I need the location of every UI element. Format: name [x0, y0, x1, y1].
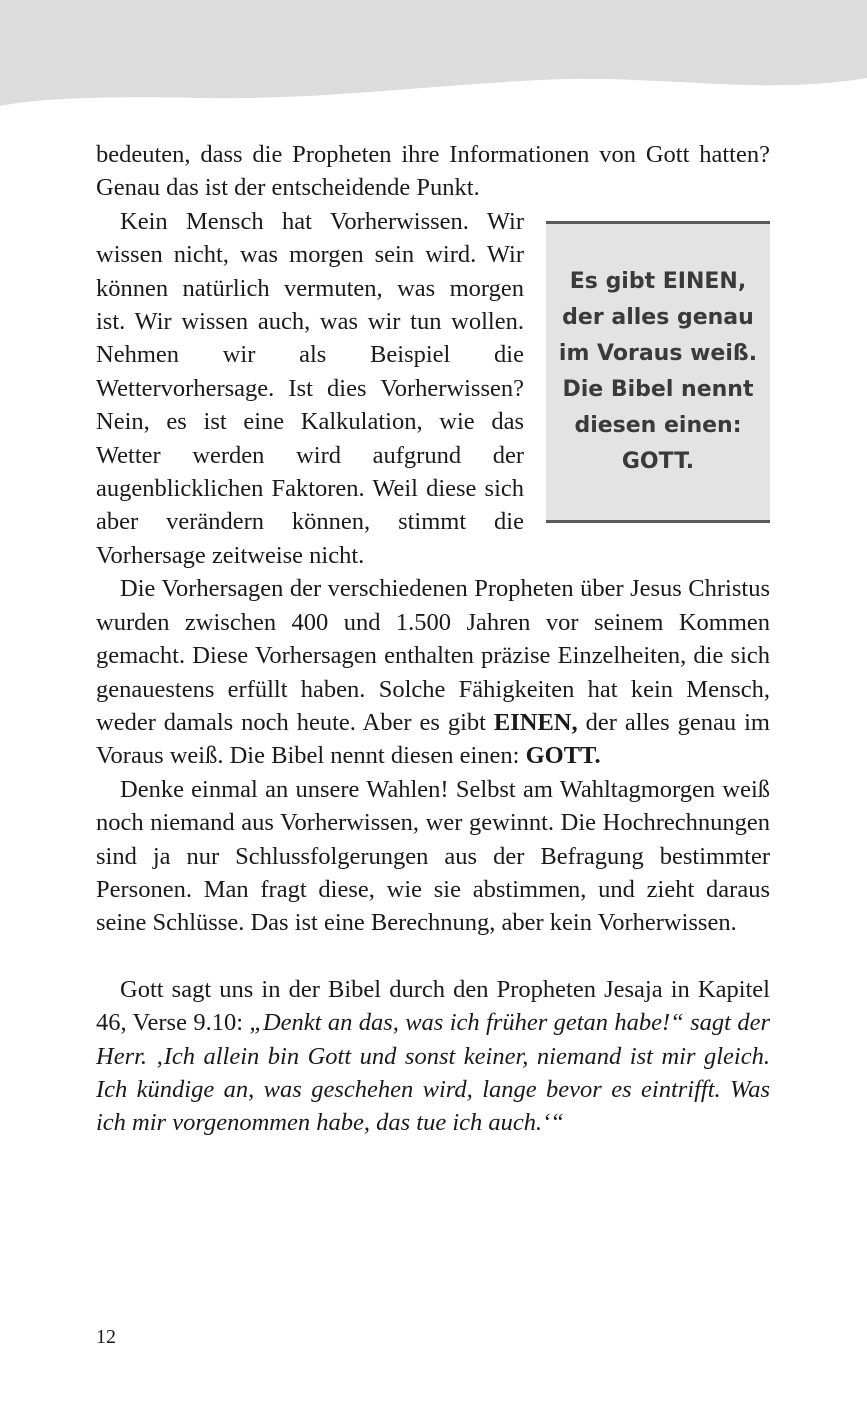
pull-quote-line: der alles genau: [562, 304, 754, 330]
bible-quote: „Denkt an das, was ich früher getan habe!“ sagt der Herr. ‚Ich allein bin Gott und sonst keiner, niemand ist mir gleich. Ich kündige an, was geschehen wird, lange bevor es eintrifft. Was ich mir vorgenommen habe, das tue ich auch.‘“: [96, 1009, 770, 1137]
header-wave-band: [0, 0, 867, 120]
article-body: [96, 138, 770, 1140]
paragraph-vorhersagen: [96, 572, 770, 772]
paragraph-text: Die Vorhersagen der verschiedenen Propheten über Jesus Christus wurden zwischen 400 und 1.500 Jahren vor seinem Kommen gemacht. Diese Vorhersagen enthalten präzise Einzelheiten, die sich genauestens erfüllt haben. Solche Fähigkeiten hat kein Mensch, weder damals noch heute. Aber es gibt: [96, 575, 770, 736]
emphasis-einen: EINEN,: [493, 708, 578, 736]
header-wave-shape: [0, 0, 867, 106]
page-number: 12: [96, 1326, 116, 1348]
paragraph-jesaja: [96, 973, 770, 1140]
pull-quote-line: GOTT.: [621, 448, 695, 474]
paragraph-text: der alles genau im Voraus weiß. Die Bibel nennt diesen einen:: [96, 708, 770, 770]
pull-quote-text: [549, 264, 767, 480]
paragraph-wahlen: Denke einmal an unsere Wahlen! Selbst am Wahltagmorgen weiß noch niemand aus Vorherwissen, wer gewinnt. Die Hochrechnungen sind ja nur Schlussfolgerungen aus der Befragung bestimmter Personen. Man fragt diese, wie sie abstimmen, und zieht daraus seine Schlüsse. Das ist eine Berechnung, aber kein Vorherwissen.: [96, 775, 770, 937]
paragraph-text: Kein Mensch hat Vorherwissen. Wir wissen nicht, was morgen sein wird. Wir können natürlich vermuten, was morgen ist. Wir wissen auch, was wir tun wollen. Nehmen wir als Beispiel die Wettervorhersage. Ist dies Vorherwissen? Nein, es ist eine Kalkulation, wie das Wetter werden wird aufgrund der augenblicklichen Faktoren. Weil diese sich aber verändern können, stimmt die Vorhersage zeitweise nicht.: [96, 207, 524, 569]
pull-quote-line: Es gibt EINEN,: [569, 268, 747, 294]
emphasis-gott: GOTT.: [525, 742, 601, 770]
pull-quote-line: Die Bibel nennt: [562, 376, 754, 402]
paragraph-vorherwissen: [96, 205, 770, 572]
paragraph-text: Gott sagt uns in der Bibel durch den Propheten Jesaja in Kapitel 46, Verse 9.10:: [96, 975, 770, 1037]
paragraph-continued: bedeuten, dass die Propheten ihre Informationen von Gott hatten? Genau das ist der entscheidende Punkt.: [96, 141, 770, 202]
pull-quote-line: diesen einen:: [574, 412, 742, 438]
pull-quote-box: [546, 221, 770, 523]
pull-quote-line: im Voraus weiß.: [558, 340, 758, 366]
